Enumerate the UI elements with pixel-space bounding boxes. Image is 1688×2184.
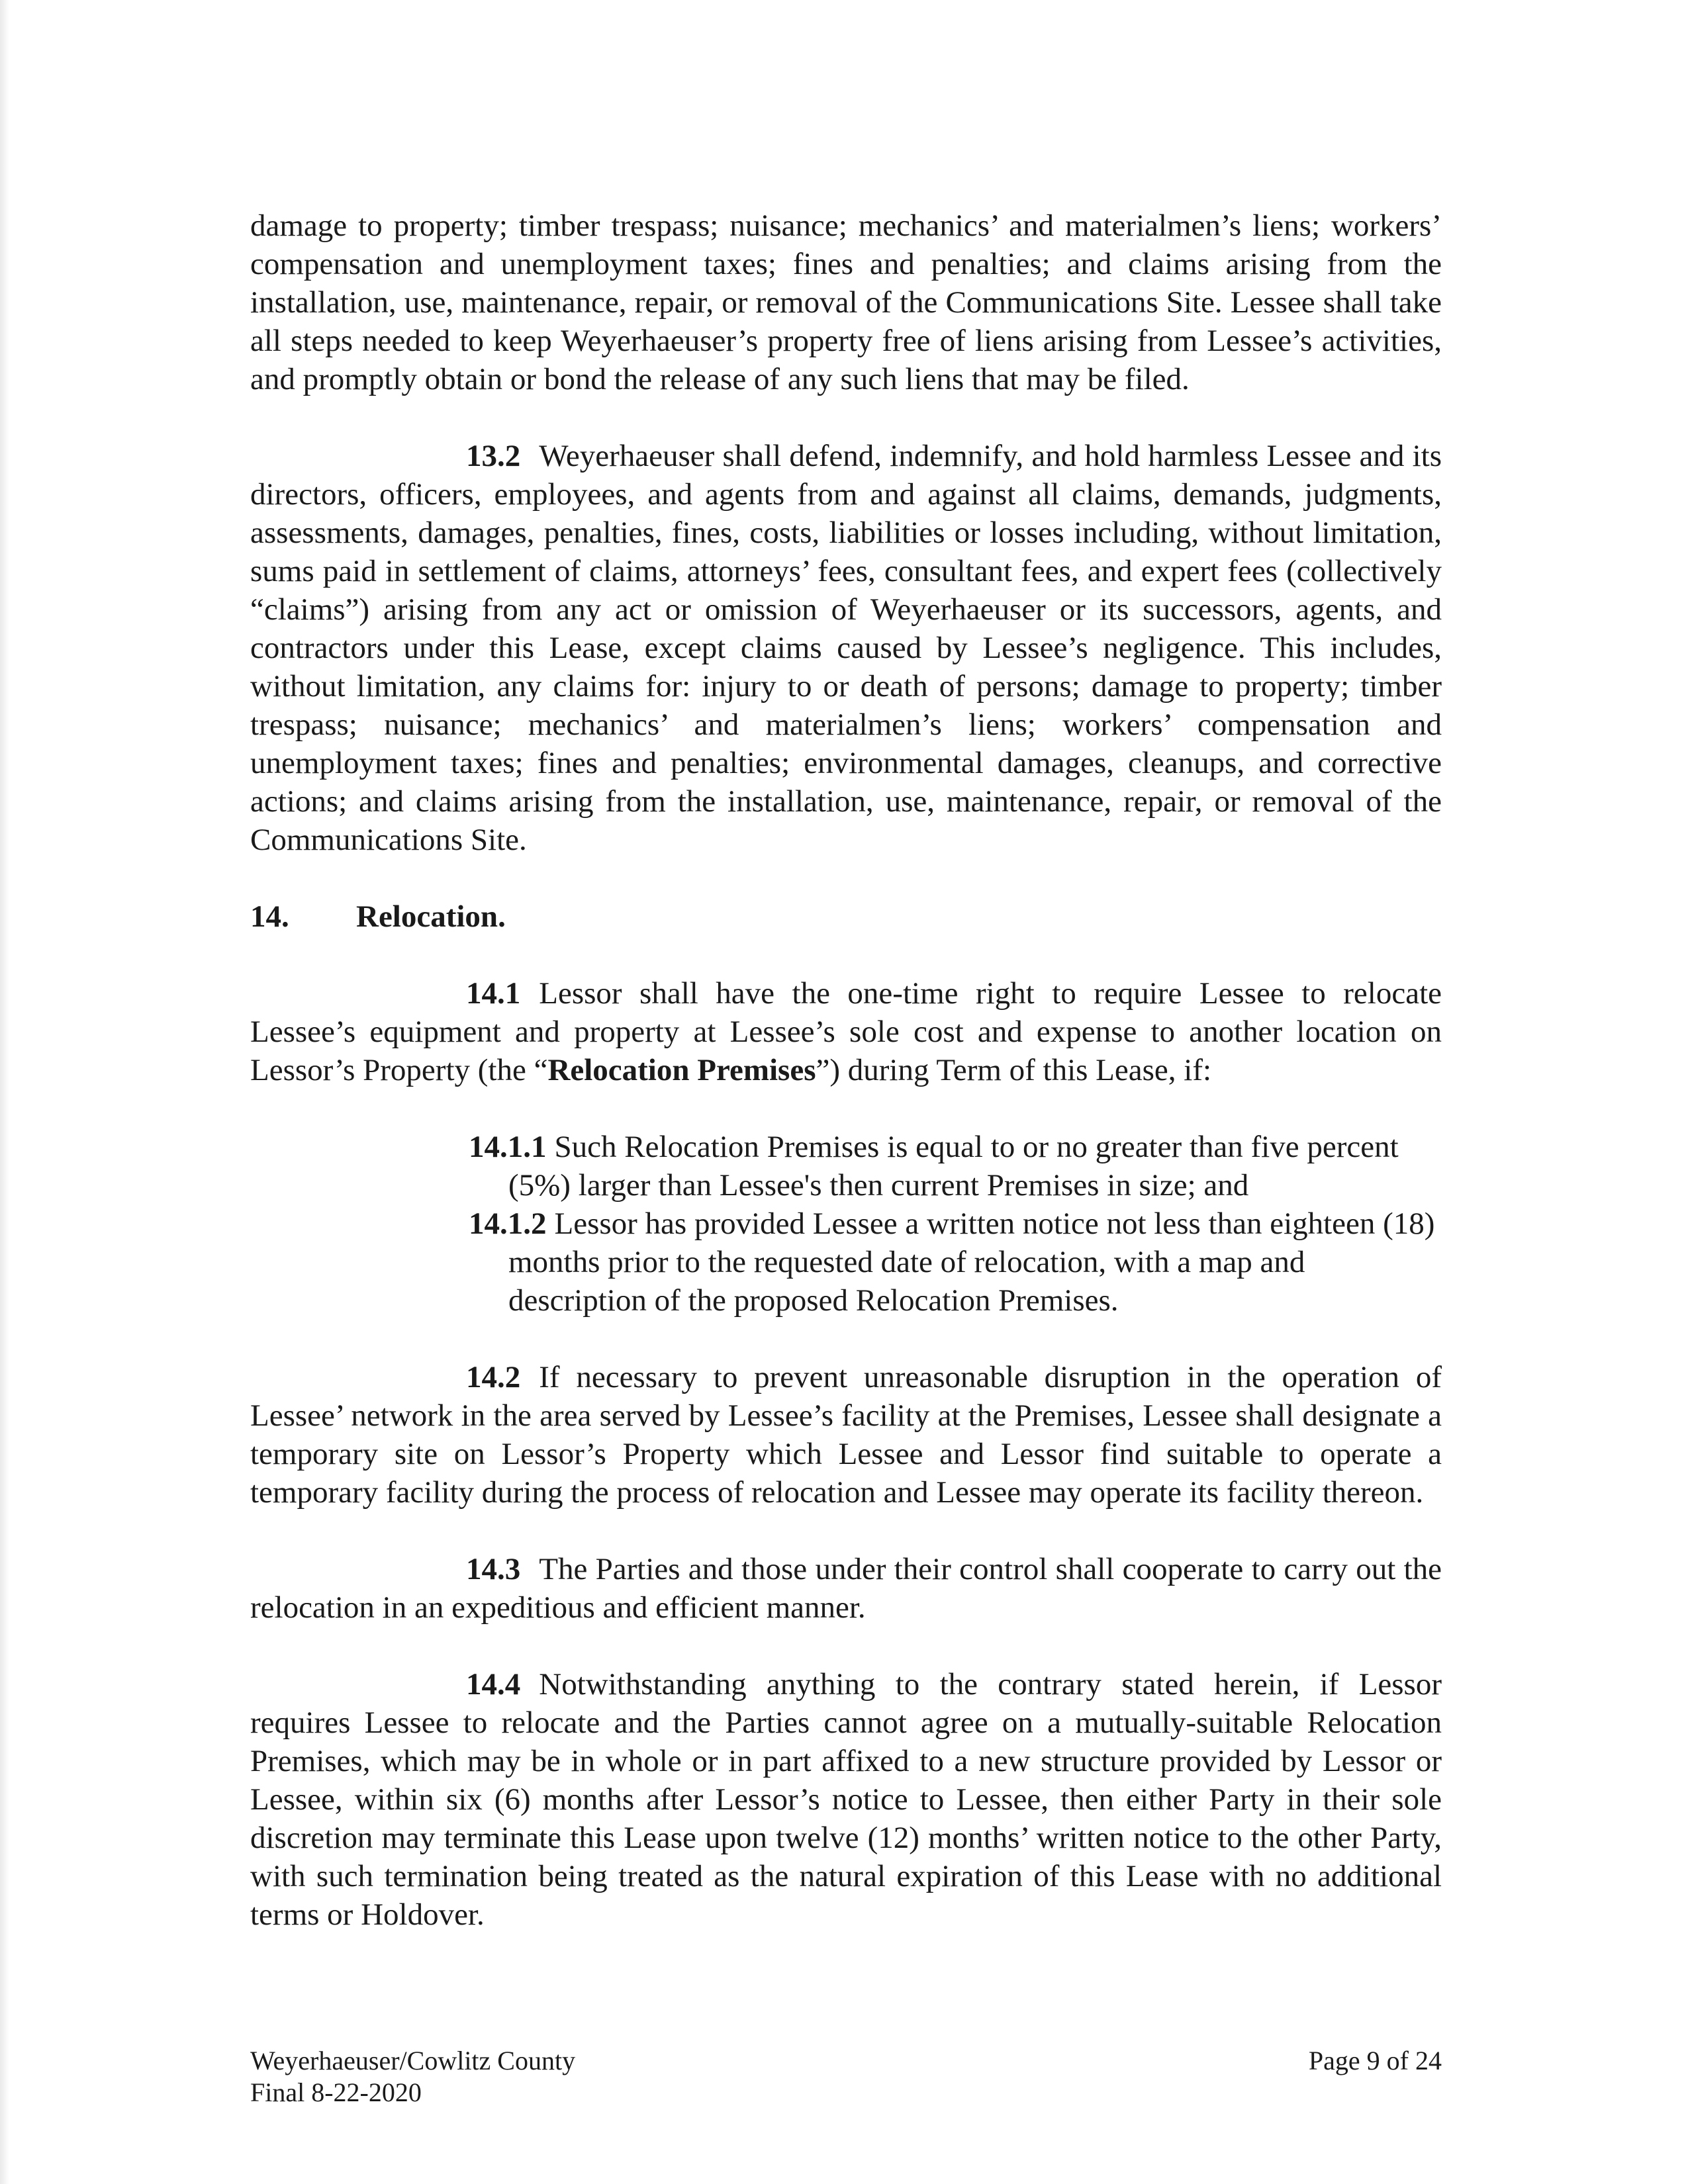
section-number: 14.4 <box>466 1667 521 1702</box>
footer-doc-name: Weyerhaeuser/Cowlitz County <box>250 2046 576 2075</box>
footer-version: Final 8-22-2020 <box>250 2077 422 2107</box>
section-text: Notwithstanding anything to the contrary stated herein, if Lessor requires Lessee to relocate and the Parties cannot agree on a mutually-suitable Relocation Premises, which may be in whole or in part affixed to a new structure provided by Lessor or Lessee, within six (6) months after Lessor’s notice to Lessee, then either Party in their sole discretion may terminate this Lease upon twelve (12) months’ written notice to the other Party, with such termination being treated as the natural expiration of this Lease with no additional terms or Holdover. <box>250 1667 1442 1932</box>
section-14-4 <box>250 1665 1442 1934</box>
section-text-after: ”) during Term of this Lease, if: <box>816 1053 1212 1087</box>
section-number: 14.2 <box>466 1360 521 1394</box>
section-text: The Parties and those under their control shall cooperate to carry out the relocation in an expeditious and efficient manner. <box>250 1552 1442 1625</box>
section-number: 14.1 <box>466 976 521 1011</box>
spacer <box>250 859 1442 897</box>
section-14-1 <box>250 974 1442 1089</box>
spacer <box>250 936 1442 974</box>
section-14-3 <box>250 1550 1442 1627</box>
footer-doc-info <box>250 2045 575 2109</box>
section-13-2 <box>250 437 1442 859</box>
section-text: Weyerhaeuser shall defend, indemnify, and hold harmless Lessee and its directors, officers, employees, and agents from and against all claims, demands, judgments, assessments, damages, penalties, fines, costs, liabilities or losses including, without limitation, sums paid in settlement of claims, attorneys’ fees, consultant fees, and expert fees (collectively “claims”) arising from any act or omission of Weyerhaeuser or its successors, agents, and contractors under this Lease, except claims caused by Lessee’s negligence. This includes, without limitation, any claims for: injury to or death of persons; damage to property; timber trespass; nuisance; mechanics’ and materialmen’s liens; workers’ compensation and unemployment taxes; fines and penalties; environmental damages, cleanups, and corrective actions; and claims arising from the installation, use, maintenance, repair, or removal of the Communications Site. <box>250 439 1442 857</box>
spacer <box>250 1627 1442 1665</box>
spacer <box>250 1512 1442 1550</box>
spacer <box>250 398 1442 437</box>
subitem-number: 14.1.1 <box>469 1130 547 1164</box>
defined-term: Relocation Premises <box>547 1053 816 1087</box>
sublist-item-14-1-2 <box>250 1205 1442 1320</box>
section-14-2 <box>250 1358 1442 1512</box>
heading-number: 14. <box>250 899 289 934</box>
subitem-text: Such Relocation Premises is equal to or no greater than five percent (5%) larger than Lessee's then current Premises in size; and <box>508 1130 1399 1203</box>
section-text: If necessary to prevent unreasonable disruption in the operation of Lessee’ network in the area served by Lessee’s facility at the Premises, Lessee shall designate a temporary site on Lessor’s Property which Lessee and Lessor find suitable to operate a temporary facility during the process of relocation and Lessee may operate its facility thereon. <box>250 1360 1442 1510</box>
spacer <box>250 1320 1442 1358</box>
section-14-1-sublist <box>250 1128 1442 1320</box>
sublist-item-14-1-1 <box>250 1128 1442 1205</box>
heading-title: Relocation. <box>356 899 506 934</box>
document-body <box>250 206 1442 1934</box>
spacer <box>250 1089 1442 1128</box>
paragraph-13-1-continuation: damage to property; timber trespass; nuisance; mechanics’ and materialmen’s liens; workers’ compensation and unemployment taxes; fines and penalties; and claims arising from the installation, use, maintenance, repair, or removal of the Communications Site. Lessee shall take all steps needed to keep Weyerhaeuser’s property free of liens arising from Lessee’s activities, and promptly obtain or bond the release of any such liens that may be filed. <box>250 208 1442 396</box>
subitem-number: 14.1.2 <box>469 1206 547 1241</box>
footer-page-number: Page 9 of 24 <box>1308 2046 1442 2075</box>
section-14-heading <box>250 897 1442 936</box>
page-scan-edge <box>0 0 9 2184</box>
section-number: 14.3 <box>466 1552 521 1586</box>
section-number: 13.2 <box>466 439 521 473</box>
section-text-before: Lessor shall have the one-time right to require Lessee to relocate Lessee’s equipment and property at Lessee’s sole cost and expense to another location on Lessor’s Property (the “ <box>250 976 1442 1087</box>
subitem-text: Lessor has provided Lessee a written notice not less than eighteen (18) months prior to the requested date of relocation, with a map and description of the proposed Relocation Premises. <box>508 1206 1435 1318</box>
